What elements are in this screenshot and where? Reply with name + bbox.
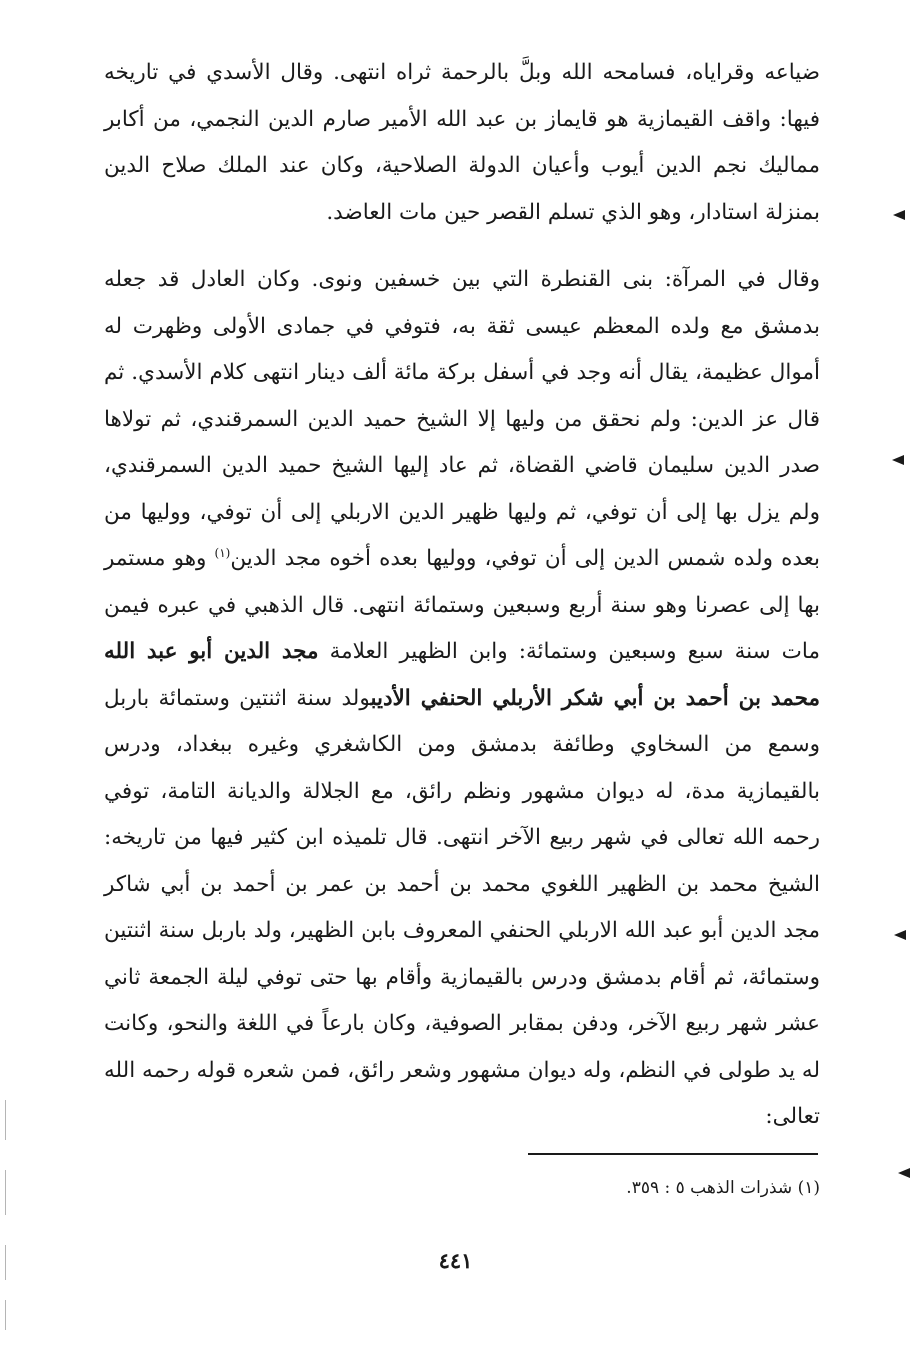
margin-arrow-icon [893, 210, 905, 220]
paragraph-1: ضياعه وقراياه، فسامحه الله وبلَّ بالرحمة ثراه انتهى. وقال الأسدي في تاريخه فيها: واقف القيمازية هو قايماز بن عبد الله الأمير صارم الدين النجمي، من أكابر مماليك نجم الدين أيوب وأعيان الدولة الصلاحية، وكان عند الملك صلاح الدين بمنزلة استادار، وهو الذي تسلم القصر حين مات العاضد. [104, 60, 820, 225]
margin-arrow-icon [894, 930, 906, 940]
scan-edge-mark [5, 1300, 6, 1330]
margin-arrow-icon [898, 1168, 910, 1178]
footnote: (١) شذرات الذهب ٥ : ٣٥٩. [626, 1178, 820, 1198]
page-number: ٤٤١ [438, 1248, 473, 1273]
paragraph-2-part-a: وقال في المرآة: بنى القنطرة التي بين خسفين ونوى. وكان العادل قد جعله بدمشق مع ولده المعظم عيسى ثقة به، فتوفي في جمادى الأولى وظهرت له أموال عظيمة، يقال أنه وجد في أسفل بركة مائة ألف دينار انتهى كلام الأسدي. ثم قال عز الدين: ولم نحقق من وليها إلا الشيخ حميد الدين السمرقندي، ثم تولاها صدر الدين سليمان قاضي القضاة، ثم عاد إليها الشيخ حميد الدين السمرقندي، ولم يزل بها إلى أن توفي، ثم وليها ظهير الدين الاربلي إلى أن توفي، ووليها من بعده ولده شمس الدين إلى أن توفي، ووليها بعده أخوه مجد الدين [104, 267, 820, 571]
paragraph-2-part-c: ولد سنة اثنتين وستمائة باربل وسمع من السخاوي وطائفة بدمشق ومن الكاشغري وغيره ببغداد، ودرس بالقيمازية مدة، له ديوان مشهور ونظم رائق، مع الجلالة والديانة التامة، توفي رحمه الله تعالى في شهر ربيع الآخر انتهى. قال تلميذه ابن كثير فيها من تاريخه: الشيخ محمد بن الظهير اللغوي محمد بن أحمد بن عمر بن أحمد بن أبي شاكر مجد الدين أبو عبد الله الاربلي الحنفي المعروف بابن الظهير، ولد باربل سنة اثنتين وستمائة، ثم أقام بدمشق ودرس بالقيمازية وأقام بها حتى توفي ليلة الجمعة ثاني عشر شهر ربيع الآخر، ودفن بمقابر الصوفية، وكان بارعاً في اللغة والنحو، وكانت له يد طولى في النظم، وله ديوان مشهور وشعر رائق، فمن شعره قوله رحمه الله تعالى: [104, 685, 820, 1129]
main-text [104, 50, 820, 1141]
scan-edge-mark [5, 1170, 6, 1215]
scholar-name-bold: مجد الدين أبو عبد الله محمد بن أحمد بن أبي شكر الأربلي الحنفي الأديب [104, 639, 820, 711]
footnote-reference: (١) [214, 545, 231, 560]
scan-edge-mark [5, 1245, 6, 1280]
margin-arrow-icon [892, 455, 904, 465]
footnote-separator [528, 1153, 818, 1155]
paragraph-2 [104, 257, 820, 1141]
scan-edge-mark [5, 1100, 6, 1140]
paragraph-2-part-b: وهو مستمر بها إلى عصرنا وهو سنة أربع وسبعين وستمائة انتهى. قال الذهبي في عبره فيمن مات سنة سبع وسبعين وستمائة: وابن الظهير العلامة [104, 546, 820, 664]
